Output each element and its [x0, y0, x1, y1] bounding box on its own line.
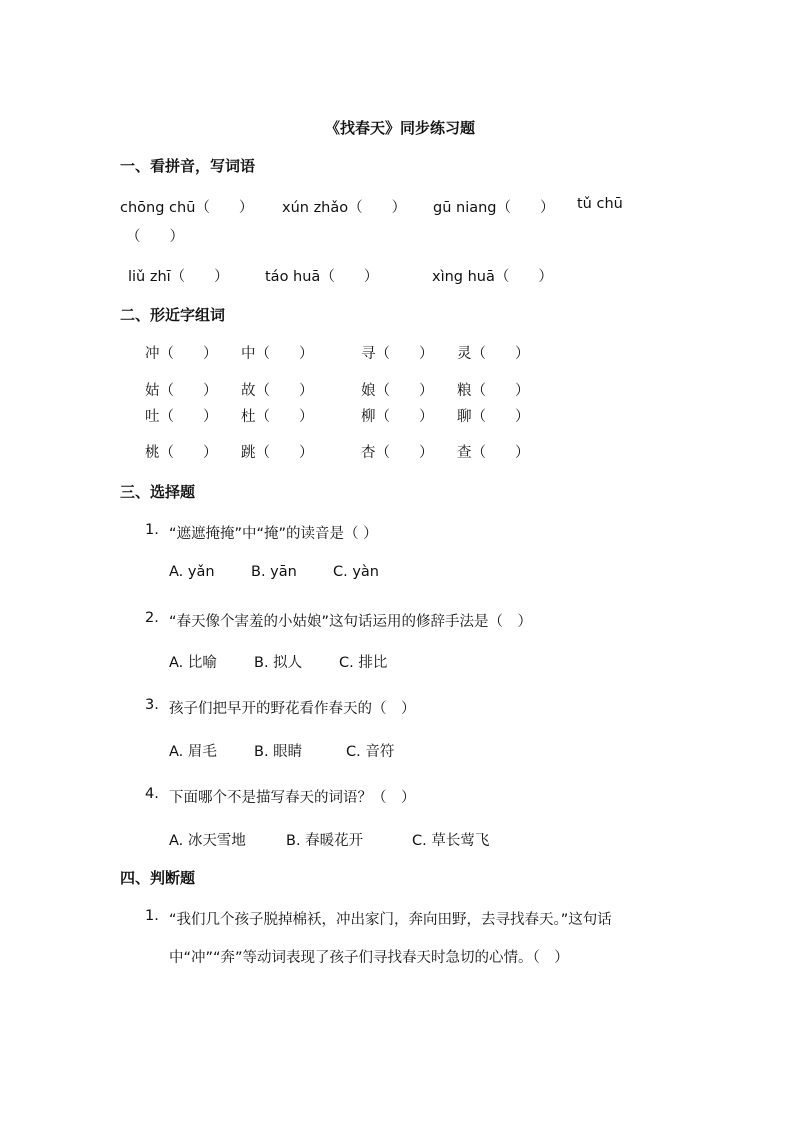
question-text: “我们几个孩子脱掉棉袄，冲出家门，奔向田野，去寻找春天。”这句话 — [169, 912, 612, 928]
question-number: 2. — [145, 610, 159, 626]
pinyin-item: chōng chū（ ） — [120, 200, 254, 216]
char-item: 杜（ ） — [241, 409, 314, 425]
pinyin-item: táo huā（ ） — [265, 269, 379, 285]
char-item: 聊（ ） — [457, 409, 530, 425]
question-text: “遮遮掩掩”中“掩”的读音是（ ） — [169, 526, 378, 542]
option-c: C. 音符 — [346, 744, 395, 760]
pinyin-blank: （ ） — [126, 229, 184, 245]
pinyin-item: tǔ chū — [577, 196, 623, 212]
option-a: A. yǎn — [169, 564, 215, 580]
question-number: 1. — [145, 908, 159, 924]
section-2-heading: 二、形近字组词 — [120, 306, 226, 324]
char-item: 杏（ ） — [361, 445, 434, 461]
option-b: B. 拟人 — [254, 655, 303, 671]
char-item: 粮（ ） — [457, 383, 530, 399]
char-item: 故（ ） — [241, 383, 314, 399]
pinyin-item: xìng huā（ ） — [432, 269, 553, 285]
char-item: 寻（ ） — [361, 346, 434, 362]
char-item: 吐（ ） — [145, 409, 218, 425]
question-text: 孩子们把早开的野花看作春天的（ ） — [169, 701, 416, 717]
option-a: A. 冰天雪地 — [169, 833, 246, 849]
question-number: 4. — [145, 786, 159, 802]
question-text: 下面哪个不是描写春天的词语？（ ） — [169, 790, 416, 806]
char-item: 柳（ ） — [361, 409, 434, 425]
option-c: C. 排比 — [339, 655, 388, 671]
char-item: 跳（ ） — [241, 445, 314, 461]
section-3-heading: 三、选择题 — [120, 483, 196, 501]
option-c: C. 草长莺飞 — [412, 833, 490, 849]
char-item: 娘（ ） — [361, 383, 434, 399]
option-b: B. 眼睛 — [254, 744, 303, 760]
section-1-heading: 一、看拼音，写词语 — [120, 157, 256, 175]
pinyin-item: xún zhǎo（ ） — [282, 200, 407, 216]
pinyin-item: liǔ zhī（ ） — [128, 269, 229, 285]
char-item: 冲（ ） — [145, 346, 218, 362]
option-a: A. 比喻 — [169, 655, 217, 671]
page-title: 《找春天》同步练习题 — [325, 119, 476, 137]
char-item: 中（ ） — [241, 346, 314, 362]
question-text: “春天像个害羞的小姑娘”这句话运用的修辞手法是（ ） — [169, 614, 533, 630]
option-c: C. yàn — [333, 564, 379, 580]
char-item: 查（ ） — [457, 445, 530, 461]
section-4-heading: 四、判断题 — [120, 869, 196, 887]
char-item: 桃（ ） — [145, 445, 218, 461]
pinyin-item: gū niang（ ） — [433, 200, 555, 216]
question-number: 3. — [145, 697, 159, 713]
option-b: B. yān — [251, 564, 297, 580]
char-item: 姑（ ） — [145, 383, 218, 399]
question-text-continued: 中“冲”“奔”等动词表现了孩子们寻找春天时急切的心情。（ ） — [169, 950, 569, 966]
char-item: 灵（ ） — [457, 346, 530, 362]
question-number: 1. — [145, 522, 159, 538]
option-a: A. 眉毛 — [169, 744, 217, 760]
option-b: B. 春暖花开 — [286, 833, 364, 849]
